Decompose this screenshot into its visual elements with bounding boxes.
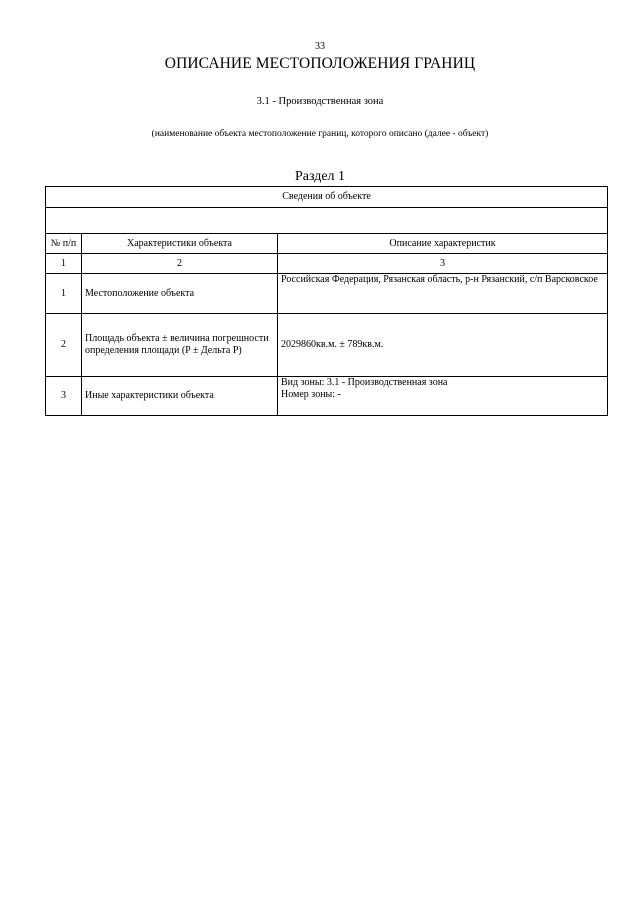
column-header-characteristic: Характеристики объекта xyxy=(82,234,278,254)
row-num: 1 xyxy=(46,274,82,314)
object-info-table xyxy=(45,186,608,416)
row-num: 3 xyxy=(46,377,82,416)
row-num: 2 xyxy=(46,314,82,377)
table-empty-row xyxy=(46,208,608,234)
document-title: ОПИСАНИЕ МЕСТОПОЛОЖЕНИЯ ГРАНИЦ xyxy=(164,55,476,72)
column-header-row xyxy=(46,234,608,254)
column-number-row xyxy=(46,254,608,274)
row-characteristic: Площадь объекта ± величина погрешности определения площади (P ± Дельта P) xyxy=(82,314,278,377)
description-line: Российская Федерация, Рязанская область, р-н Рязанский, с/п Варсковское xyxy=(281,274,598,285)
table-row xyxy=(46,377,608,416)
section-title: Раздел 1 xyxy=(294,169,346,184)
description-line: 2029860кв.м. ± 789кв.м. xyxy=(281,339,384,350)
table-header-row xyxy=(46,187,608,208)
column-number-1: 1 xyxy=(46,254,82,274)
row-description xyxy=(278,314,608,377)
table-header: Сведения об объекте xyxy=(46,187,608,208)
description-line: Вид зоны: 3.1 - Производственная зона xyxy=(281,377,448,388)
table-row xyxy=(46,274,608,314)
description-line: Номер зоны: - xyxy=(281,389,341,400)
row-characteristic: Иные характеристики объекта xyxy=(82,377,278,416)
object-name: 3.1 - Производственная зона xyxy=(256,96,384,107)
row-description xyxy=(278,377,608,416)
table-empty-cell xyxy=(46,208,608,234)
row-characteristic: Местоположение объекта xyxy=(82,274,278,314)
column-header-num: № п/п xyxy=(46,234,82,254)
object-caption: (наименование объекта местоположение границ, которого описано (далее - объект) xyxy=(151,129,489,139)
row-description xyxy=(278,274,608,314)
column-header-description: Описание характеристик xyxy=(278,234,608,254)
page-number: 33 xyxy=(315,41,325,52)
column-number-2: 2 xyxy=(82,254,278,274)
table-row xyxy=(46,314,608,377)
column-number-3: 3 xyxy=(278,254,608,274)
